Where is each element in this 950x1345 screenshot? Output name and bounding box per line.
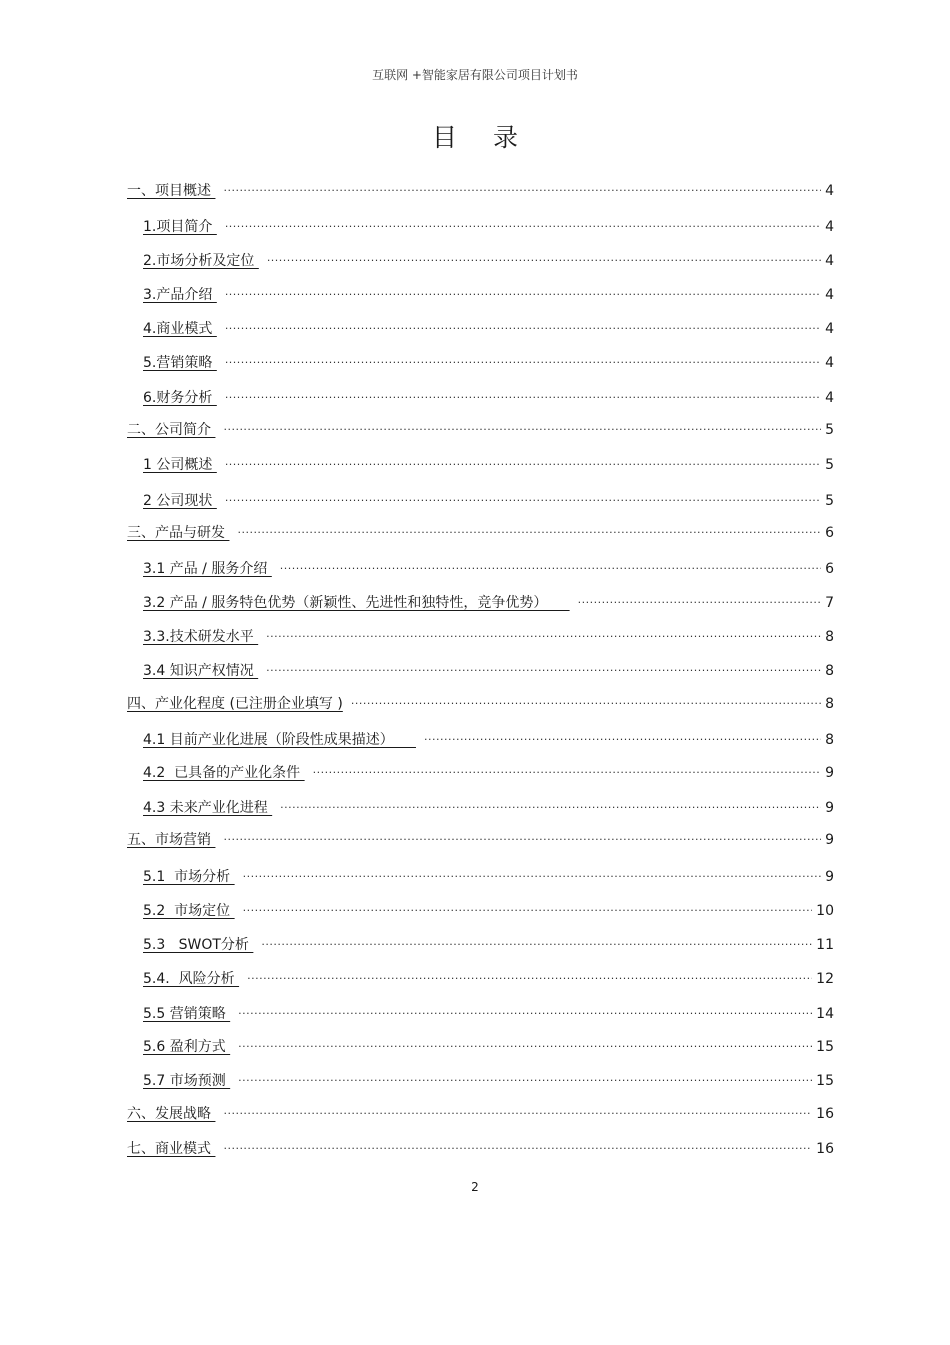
- toc-entry-label[interactable]: 5.6 盈利方式: [143, 1039, 231, 1055]
- toc-entry[interactable]: [143, 450, 834, 474]
- toc-entry-page: 15: [816, 1073, 834, 1089]
- toc-entry-page: 10: [816, 903, 834, 919]
- toc-leader-dots: [238, 1002, 812, 1020]
- toc-entry-page: 8: [825, 663, 834, 679]
- toc-entry-page: 6: [825, 561, 834, 577]
- toc-entry-label[interactable]: 6.财务分析: [143, 390, 217, 406]
- toc-entry-page: 8: [825, 629, 834, 645]
- toc-entry-page: 8: [825, 732, 834, 748]
- toc-entry[interactable]: [143, 246, 834, 270]
- toc-entry[interactable]: [143, 793, 834, 817]
- toc-leader-dots: [266, 659, 821, 677]
- toc-entry[interactable]: [143, 383, 834, 407]
- toc-entry-label[interactable]: 七、商业模式: [127, 1141, 216, 1157]
- toc-entry-page: 4: [825, 183, 834, 199]
- toc-entry[interactable]: [143, 758, 834, 782]
- toc-leader-dots: [313, 761, 821, 779]
- toc-entry-label[interactable]: 5.5 营销策略: [143, 1006, 231, 1022]
- toc-leader-dots: [243, 899, 813, 917]
- toc-entry[interactable]: [143, 622, 834, 646]
- toc-leader-dots: [223, 1137, 812, 1155]
- toc-entry-page: 4: [825, 287, 834, 303]
- toc-entry[interactable]: [143, 896, 834, 920]
- toc-entry-page: 9: [825, 765, 834, 781]
- toc-leader-dots: [351, 692, 821, 710]
- toc-leader-dots: [223, 179, 821, 197]
- toc-entry[interactable]: [143, 314, 834, 338]
- toc-leader-dots: [225, 351, 821, 369]
- toc-entry-page: 4: [825, 390, 834, 406]
- toc-entry-label[interactable]: 5.7 市场预测: [143, 1073, 231, 1089]
- toc-entry[interactable]: [143, 930, 834, 954]
- toc-entry[interactable]: [143, 1032, 834, 1056]
- page-header: 互联网 +智能家居有限公司项目计划书: [372, 68, 578, 82]
- toc-leader-dots: [424, 728, 821, 746]
- toc-leader-dots: [578, 591, 821, 609]
- toc-entry[interactable]: [143, 348, 834, 372]
- page-title: 目 录: [432, 123, 532, 152]
- toc-leader-dots: [266, 625, 821, 643]
- toc-entry-label[interactable]: 3.4 知识产权情况: [143, 663, 259, 679]
- toc-entry-label[interactable]: 三、产品与研发: [127, 525, 230, 541]
- toc-entry-page: 4: [825, 355, 834, 371]
- toc-entry-page: 12: [816, 971, 834, 987]
- toc-entry-label[interactable]: 1 公司概述: [143, 457, 217, 473]
- toc-entry-label[interactable]: 一、项目概述: [127, 183, 216, 199]
- toc-entry-label[interactable]: 2 公司现状: [143, 493, 217, 509]
- toc-entry[interactable]: [143, 1066, 834, 1090]
- toc-leader-dots: [237, 521, 821, 539]
- toc-entry-label[interactable]: 3.产品介绍: [143, 287, 217, 303]
- toc-entry-label[interactable]: 5.4. 风险分析: [143, 971, 240, 987]
- toc-entry-page: 15: [816, 1039, 834, 1055]
- toc-leader-dots: [223, 828, 821, 846]
- toc-entry-page: 7: [825, 595, 834, 611]
- toc-entry-label[interactable]: 5.3 SWOT分析: [143, 937, 254, 953]
- toc-entry-page: 8: [825, 696, 834, 712]
- toc-entry-page: 9: [825, 832, 834, 848]
- toc-entry-page: 4: [825, 219, 834, 235]
- toc-leader-dots: [225, 386, 821, 404]
- toc-entry-label[interactable]: 二、公司简介: [127, 422, 216, 438]
- toc-entry[interactable]: [143, 862, 834, 886]
- toc-entry[interactable]: [127, 825, 834, 849]
- toc-entry-page: 16: [816, 1106, 834, 1122]
- toc-entry-page: 16: [816, 1141, 834, 1157]
- toc-entry-page: 5: [825, 493, 834, 509]
- toc-entry-label[interactable]: 5.营销策略: [143, 355, 217, 371]
- toc-entry-label[interactable]: 3.3.技术研发水平: [143, 629, 259, 645]
- toc-entry-page: 6: [825, 525, 834, 541]
- toc-leader-dots: [267, 249, 821, 267]
- toc-entry[interactable]: [143, 999, 834, 1023]
- toc-entry-label[interactable]: 4.3 未来产业化进程: [143, 800, 273, 816]
- toc-entry[interactable]: [143, 212, 834, 236]
- toc-entry-page: 14: [816, 1006, 834, 1022]
- toc-entry[interactable]: [143, 588, 834, 612]
- toc-entry[interactable]: [143, 554, 834, 578]
- toc-entry-page: 9: [825, 869, 834, 885]
- toc-entry-label[interactable]: 五、市场营销: [127, 832, 216, 848]
- toc-entry-label[interactable]: 3.2 产品 / 服务特色优势（新颖性、先进性和独特性，竞争优势）: [143, 595, 570, 611]
- toc-entry-label[interactable]: 3.1 产品 / 服务介绍: [143, 561, 272, 577]
- toc-entry-label[interactable]: 4.2 已具备的产业化条件: [143, 765, 305, 781]
- toc-leader-dots: [238, 1069, 812, 1087]
- toc-entry[interactable]: [143, 280, 834, 304]
- toc-entry-page: 5: [825, 422, 834, 438]
- toc-entry[interactable]: [127, 689, 834, 713]
- toc-entry-page: 4: [825, 253, 834, 269]
- toc-entry[interactable]: [143, 656, 834, 680]
- toc-entry[interactable]: [127, 415, 834, 439]
- toc-leader-dots: [225, 215, 821, 233]
- toc-entry-label[interactable]: 2.市场分析及定位: [143, 253, 259, 269]
- toc-entry[interactable]: [127, 176, 834, 200]
- toc-leader-dots: [223, 418, 821, 436]
- toc-entry[interactable]: [127, 518, 834, 542]
- toc-entry-label[interactable]: 5.1 市场分析: [143, 869, 235, 885]
- toc-leader-dots: [223, 1102, 812, 1120]
- toc-entry-label[interactable]: 六、发展战略: [127, 1106, 216, 1122]
- toc-entry-page: 11: [816, 937, 834, 953]
- page-number: 2: [471, 1180, 479, 1194]
- toc-leader-dots: [261, 933, 812, 951]
- toc-leader-dots: [225, 489, 821, 507]
- toc-entry[interactable]: [143, 964, 834, 988]
- toc-entry-label[interactable]: 4.商业模式: [143, 321, 217, 337]
- toc-entry-label[interactable]: 4.1 目前产业化进展（阶段性成果描述）: [143, 732, 416, 748]
- toc-leader-dots: [225, 453, 821, 471]
- toc-leader-dots: [280, 796, 821, 814]
- toc-leader-dots: [247, 967, 812, 985]
- toc-entry[interactable]: [127, 1099, 834, 1123]
- toc-entry-page: 5: [825, 457, 834, 473]
- toc-leader-dots: [225, 283, 821, 301]
- toc-entry-page: 4: [825, 321, 834, 337]
- toc-entry[interactable]: [143, 725, 834, 749]
- toc-entry-label[interactable]: 四、产业化程度 (已注册企业填写 ): [127, 696, 343, 712]
- toc-entry[interactable]: [127, 1134, 834, 1158]
- toc-entry[interactable]: [143, 486, 834, 510]
- toc-leader-dots: [225, 317, 821, 335]
- toc-leader-dots: [280, 557, 821, 575]
- toc-entry-page: 9: [825, 800, 834, 816]
- toc-leader-dots: [238, 1035, 812, 1053]
- toc-leader-dots: [243, 865, 821, 883]
- toc-entry-label[interactable]: 1.项目简介: [143, 219, 217, 235]
- toc-entry-label[interactable]: 5.2 市场定位: [143, 903, 235, 919]
